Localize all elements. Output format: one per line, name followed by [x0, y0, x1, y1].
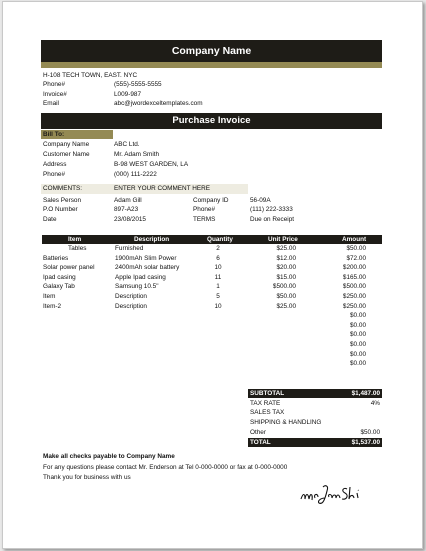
detail-label: TERMS	[193, 215, 216, 223]
company-name-bar	[41, 40, 382, 62]
cell-item: Ipad casing	[43, 273, 76, 281]
bill-to-value: Mr. Adam Smith	[114, 151, 160, 158]
cell-item: Tables	[68, 245, 87, 252]
cell-description: Description	[115, 302, 147, 310]
cell-quantity: 6	[216, 254, 220, 262]
detail-value: Due on Receipt	[250, 215, 295, 223]
bill-to-label: Customer Name	[43, 151, 90, 158]
table-row	[3, 322, 422, 331]
table-row	[3, 264, 422, 273]
cell-amount: $0.00	[350, 350, 366, 358]
table-row	[3, 293, 422, 302]
cell-amount: $0.00	[350, 321, 366, 329]
tax-rate-label: TAX RATE	[250, 400, 281, 407]
subtotal-row	[248, 389, 382, 398]
contact-label: Invoice#	[43, 90, 67, 98]
cell-amount: $0.00	[350, 331, 366, 339]
bill-to-value: B-98 WEST GARDEN, LA	[114, 161, 189, 168]
cell-item: Galaxy Tab	[43, 283, 75, 291]
detail-label: P.O Number	[43, 206, 78, 214]
total-label: TOTAL	[250, 439, 271, 446]
total-value: $1,537.00	[351, 439, 380, 446]
contact-label: Email	[43, 100, 59, 107]
bill-to-value: ABC Ltd.	[114, 141, 140, 148]
sales-tax-label: SALES TAX	[250, 409, 285, 416]
comments-value[interactable]: ENTER YOUR COMMENT HERE	[114, 185, 210, 192]
detail-label: Sales Person	[43, 197, 82, 204]
invoice-page	[2, 1, 423, 549]
table-row	[3, 245, 422, 254]
other-label: Other	[250, 429, 266, 436]
thanks-note: Thank you for business with us	[43, 474, 131, 481]
contact-value: abc@jwordexceltemplates.com	[114, 100, 203, 107]
questions-note: For any questions please contact Mr. Enderson at Tel 0-000-0000 or fax at 0-000-0000	[43, 464, 288, 471]
cell-description: Furnished	[115, 245, 144, 252]
cell-amount: $50.00	[346, 245, 366, 252]
company-name: Company Name	[171, 45, 252, 57]
cell-quantity: 11	[214, 273, 222, 281]
invoice-title: Purchase Invoice	[172, 115, 251, 126]
contact-label: Phone#	[43, 81, 66, 88]
cell-amount: $200.00	[342, 264, 366, 272]
tax-rate-value: 4%	[370, 400, 380, 407]
col-unit-price: Unit Price	[268, 236, 298, 243]
bill-to-heading: Bill To:	[43, 131, 65, 138]
cell-amount: $250.00	[342, 302, 366, 310]
invoice-title-bar	[41, 113, 382, 129]
bill-to-value: (000) 111-2222	[114, 171, 157, 178]
cell-unit-price: $12.00	[276, 254, 296, 262]
checks-note: Make all checks payable to Company Name	[43, 453, 175, 460]
cell-quantity: 10	[214, 264, 222, 272]
col-description: Description	[134, 236, 170, 243]
table-row	[3, 303, 422, 312]
table-row	[3, 274, 422, 283]
contact-value: L009-987	[114, 90, 142, 98]
cell-quantity: 2	[216, 245, 220, 252]
cell-description: 1900mAh Slim Power	[115, 254, 177, 262]
cell-item: Item-2	[43, 302, 62, 310]
detail-label: Company ID	[193, 197, 229, 204]
col-quantity: Quantity	[207, 236, 233, 243]
col-amount: Amount	[342, 236, 367, 243]
subtotal-label: SUBTOTAL	[250, 390, 285, 397]
cell-quantity: 5	[216, 293, 220, 300]
table-row	[3, 360, 422, 369]
cell-item: Item	[43, 293, 56, 300]
cell-description: Apple Ipad casing	[115, 273, 166, 281]
table-row	[3, 283, 422, 292]
table-row	[3, 312, 422, 321]
cell-unit-price: $15.00	[276, 273, 296, 281]
detail-label: Date	[43, 215, 57, 223]
cell-quantity: 10	[214, 302, 222, 310]
company-accent-bar	[41, 62, 382, 68]
bill-to-heading-bar	[41, 130, 113, 139]
table-row	[3, 331, 422, 340]
detail-value: Adam Gill	[114, 197, 142, 204]
cell-description: Samsung 10.5"	[115, 283, 159, 291]
total-row	[248, 438, 382, 447]
cell-unit-price: $25.00	[276, 302, 296, 310]
cell-unit-price: $20.00	[276, 264, 296, 272]
cell-amount: $72.00	[346, 254, 366, 262]
comments-label: COMMENTS:	[43, 185, 83, 192]
detail-value: (111) 222-3333	[250, 206, 293, 214]
table-row	[3, 341, 422, 350]
cell-amount: $250.00	[342, 293, 366, 300]
bill-to-label: Phone#	[43, 171, 66, 178]
table-row	[3, 351, 422, 360]
cell-unit-price: $25.00	[276, 245, 296, 252]
detail-label: Phone#	[193, 206, 216, 214]
company-address: H-108 TECH TOWN, EAST. NYC	[43, 72, 138, 79]
contact-value: (555)-5555-5555	[114, 81, 162, 88]
cell-description: Description	[115, 293, 147, 300]
shipping-label: SHIPPING & HANDLING	[250, 419, 322, 426]
subtotal-value: $1,487.00	[351, 390, 380, 397]
cell-quantity: 1	[216, 283, 220, 291]
bill-to-label: Company Name	[43, 141, 90, 148]
cell-description: 2400mAh solar battery	[115, 264, 180, 272]
detail-value: 23/08/2015	[114, 215, 146, 223]
bill-to-label: Address	[43, 161, 67, 168]
cell-amount: $0.00	[350, 341, 366, 348]
cell-unit-price: $50.00	[276, 293, 296, 300]
signature-image	[299, 481, 365, 507]
detail-value: 56-09A	[250, 197, 271, 204]
cell-amount: $0.00	[350, 312, 366, 320]
detail-value: 897-A23	[114, 206, 139, 214]
cell-unit-price: $500.00	[272, 283, 296, 291]
cell-item: Batteries	[43, 254, 69, 262]
items-table-header	[42, 235, 382, 244]
cell-amount: $500.00	[342, 283, 366, 291]
cell-amount: $165.00	[342, 273, 366, 281]
table-row	[3, 255, 422, 264]
cell-amount: $0.00	[350, 360, 366, 368]
other-value: $50.00	[360, 429, 380, 436]
col-item: Item	[68, 236, 82, 243]
cell-item: Solar power panel	[43, 264, 95, 272]
